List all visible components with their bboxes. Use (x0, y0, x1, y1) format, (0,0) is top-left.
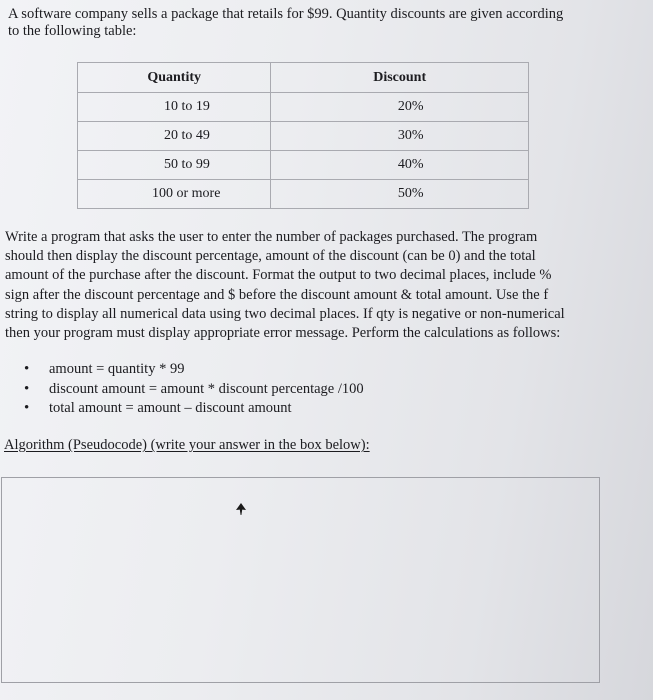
quantity-cell: 20 to 49 (78, 122, 271, 151)
bullet-icon: • (24, 361, 30, 377)
quantity-cell: 50 to 99 (78, 151, 271, 180)
table-row (78, 151, 529, 180)
discount-cell: 20% (271, 93, 529, 122)
answer-box[interactable] (1, 477, 600, 683)
header-quantity: Quantity (78, 63, 271, 93)
problem-line: Write a program that asks the user to enter the number of packages purchased. The program (5, 229, 538, 245)
table-header-row (78, 63, 529, 93)
calculation-text: total amount = amount – discount amount (49, 400, 292, 416)
table-row (78, 180, 529, 209)
mouse-pointer-icon (235, 502, 247, 516)
intro-line-2: to the following table: (8, 23, 137, 39)
problem-line: should then display the discount percentage, amount of the discount (can be 0) and the total (5, 248, 536, 265)
list-item (24, 399, 364, 419)
intro-text (8, 6, 608, 40)
problem-statement (5, 228, 625, 343)
intro-line-1: A software company sells a package that retails for $99. Quantity discounts are given according (8, 6, 564, 22)
list-item (24, 360, 364, 380)
discount-table (77, 62, 529, 209)
discount-cell: 50% (271, 180, 529, 209)
quantity-cell: 100 or more (78, 180, 271, 209)
calculation-text: discount amount = amount * discount percentage /100 (49, 380, 364, 397)
problem-line: sign after the discount percentage and $ before the discount amount & total amount. Use the f (5, 286, 549, 303)
table-row (78, 122, 529, 151)
list-item (24, 380, 364, 400)
quantity-cell: 10 to 19 (78, 93, 271, 122)
table-row (78, 93, 529, 122)
problem-line: then your program must display appropriate error message. Perform the calculations as follows: (5, 325, 561, 342)
calculation-text: amount = quantity * 99 (49, 361, 185, 377)
problem-line: string to display all numerical data using two decimal places. If qty is negative or non-numerical (5, 305, 565, 322)
header-discount: Discount (271, 63, 529, 93)
discount-cell: 40% (271, 151, 529, 180)
bullet-icon: • (24, 400, 30, 416)
algorithm-heading: Algorithm (Pseudocode) (write your answer in the box below): (4, 437, 370, 453)
calculation-list (24, 360, 364, 419)
bullet-icon: • (24, 380, 30, 397)
problem-line: amount of the purchase after the discount. Format the output to two decimal places, include % (5, 267, 552, 284)
discount-cell: 30% (271, 122, 529, 151)
